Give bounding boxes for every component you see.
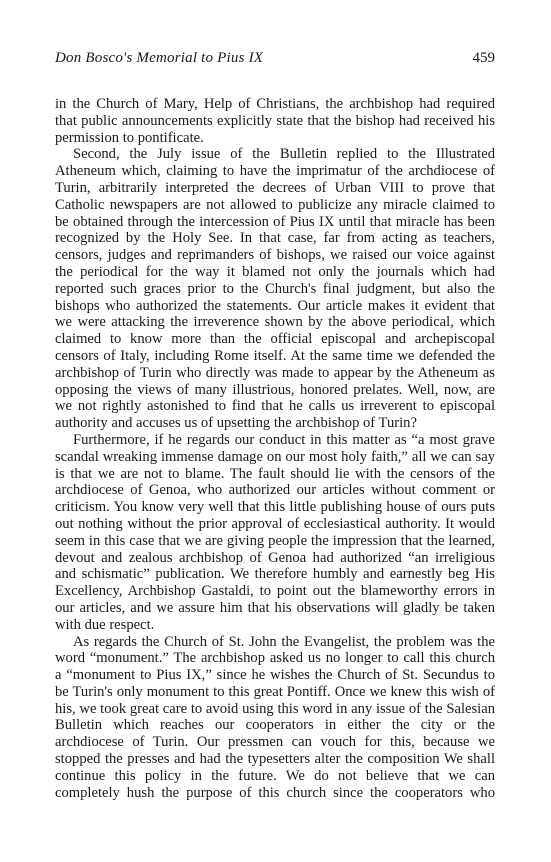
text-line: Turin, arbitrarily interpreted the decrees of Urban VIII to prove that (55, 179, 495, 196)
text-line: we were attacking the irreverence shown by the above periodical, which (55, 314, 495, 331)
text-line: archdiocese of Genoa, who authorized our articles without comment or (55, 482, 495, 499)
text-line: Excellency, Archbishop Gastaldi, to point out the blameworthy errors in (55, 583, 495, 600)
text-line: archdiocese of Turin. Our pressmen can vouch for this, because we (55, 734, 495, 751)
text-line: is that we are not to blame. The fault should lie with the censors of the (55, 465, 495, 482)
text-line: with due respect. (55, 616, 155, 633)
text-line: our articles, and we assure him that his observations will gladly be taken (55, 599, 495, 616)
text-line: that public announcements explicitly state that the bishop had received his (55, 112, 495, 129)
text-line: we not rightly astonished to find that he calls us irreverent to episcopal (55, 398, 495, 415)
text-line: authority and accuses us of upsetting the archbishop of Turin? (55, 415, 417, 432)
text-line: seem in this case that we are giving people the impression that the learned, (55, 532, 495, 549)
text-line: continue this policy in the future. We do not believe that we can (55, 767, 495, 784)
text-line: Second, the July issue of the Bulletin replied to the Illustrated (73, 146, 495, 163)
text-line: a “monument to Pius IX,” since he wishes the Church of St. Secundus to (55, 667, 495, 684)
text-line: reported such graces prior to the Church's final judgment, but also the (55, 280, 495, 297)
text-line: stopped the presses and had the typesetters alter the composition We shall (55, 751, 495, 768)
text-line: completely hush the purpose of this church since the cooperators who (55, 784, 495, 801)
text-line: scandal wreaking immense damage on our most holy faith,” all we can say (55, 448, 495, 465)
text-line: Bulletin which reaches our cooperators in either the city or the (55, 717, 495, 734)
body-text (55, 96, 495, 801)
text-line: in the Church of Mary, Help of Christians, the archbishop had required (55, 96, 495, 112)
text-line: opposing the views of many illustrious, honored prelates. Well, now, are (55, 381, 495, 398)
page-number: 459 (472, 50, 495, 66)
text-line: Atheneum which, claiming to have the imprimatur of the archdiocese of (55, 163, 495, 180)
text-line: and schismatic” publication. We therefore humbly and earnestly beg His (55, 566, 495, 583)
text-line: claimed to know more than the official episcopal and archepiscopal (55, 331, 495, 348)
text-line: permission to pontificate. (55, 129, 204, 146)
text-line: censors of Italy, including Rome itself. At the same time we defended the (55, 347, 495, 364)
text-line: be Turin's only monument to this great Pontiff. Once we knew this wish of (55, 683, 495, 700)
text-line: archbishop of Turin who directly was made to appear by the Atheneum as (55, 364, 495, 381)
text-line: his, we took great care to avoid using this word in any issue of the Salesian (55, 700, 495, 717)
text-line: Furthermore, if he regards our conduct in this matter as “a most grave (73, 431, 495, 448)
text-line: As regards the Church of St. John the Evangelist, the problem was the (73, 633, 495, 650)
text-line: out nothing without the prior approval of ecclesiastical authority. It would (55, 515, 495, 532)
text-line: criticism. You know very well that this little publishing house of ours puts (55, 499, 495, 516)
text-line: Catholic newspapers are not allowed to publicize any miracle claimed to (55, 196, 495, 213)
text-line: devout and zealous archbishop of Genoa had authorized “an irreligious (55, 549, 495, 566)
text-line: be obtained through the intercession of Pius IX until that miracle has been (55, 213, 495, 230)
running-title: Don Bosco's Memorial to Pius IX (55, 50, 264, 66)
text-line: word “monument.” The archbishop asked us no longer to call this church (55, 650, 495, 667)
text-line: censors, judges and reprimanders of bishops, we raised our voice against (55, 247, 495, 264)
text-line: recognized by the Holy See. In that case, far from acting as teachers, (55, 230, 495, 247)
text-line: the periodical for the way it blamed not only the journals which had (55, 263, 495, 280)
page-header (55, 50, 495, 70)
text-line: bishops who authorized the statements. Our article makes it evident that (55, 297, 495, 314)
